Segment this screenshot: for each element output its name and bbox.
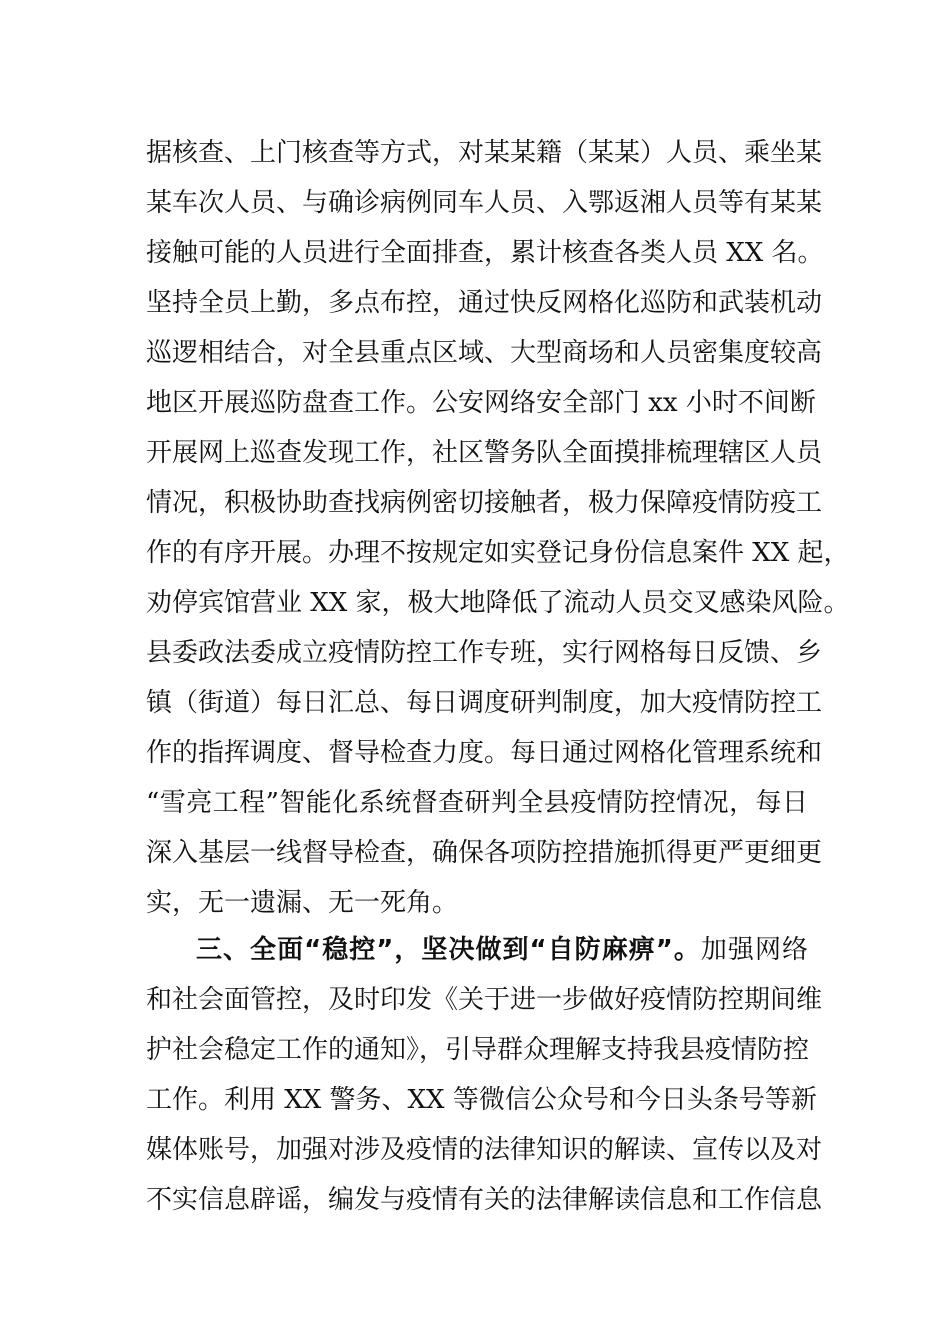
body-text-line: 深入基层一线督导检查，确保各项防控措施抓得更严更细更 <box>146 838 823 868</box>
body-text-line: 据核查、上门核查等方式，对某某籍（某某）人员、乘坐某 <box>146 138 823 168</box>
body-text-line: 巡逻相结合，对全县重点区域、大型商场和人员密集度较高 <box>146 338 823 368</box>
body-text-line: 地区开展巡防盘查工作。公安网络安全部门 xx 小时不间断 <box>146 388 816 418</box>
body-text-line: 情况，积极协助查找病例密切接触者，极力保障疫情防疫工 <box>146 488 823 518</box>
body-text-line: 接触可能的人员进行全面排查，累计核查各类人员 XX 名。 <box>146 238 824 268</box>
body-text-line: 护社会稳定工作的通知》，引导群众理解支持我县疫情防控 <box>146 1035 810 1065</box>
body-text-line: 实，无一遗漏、无一死角。 <box>146 888 459 918</box>
body-text-line: 某车次人员、与确诊病例同车人员、入鄂返湘人员等有某某 <box>146 188 823 218</box>
body-text-line: 作的有序开展。办理不按规定如实登记身份信息案件 XX 起， <box>146 538 850 568</box>
body-text-line: 坚持全员上勤，多点布控，通过快反网格化巡防和武装机动 <box>146 288 823 318</box>
body-text-line: 作的指挥调度、督导检查力度。每日通过网格化管理系统和 <box>146 738 823 768</box>
body-text-line: 和社会面管控，及时印发《关于进一步做好疫情防控期间维 <box>146 985 823 1015</box>
section-3-first-line <box>196 930 808 970</box>
body-text-line: 不实信息辟谣，编发与疫情有关的法律解读信息和工作信息 <box>146 1185 823 1215</box>
body-text-line: 工作。利用 XX 警务、XX 等微信公众号和今日头条号等新 <box>146 1085 817 1115</box>
section-3-first-line-text: 加强网络 <box>700 935 808 965</box>
body-text-line: 县委政法委成立疫情防控工作专班，实行网格每日反馈、乡 <box>146 638 823 668</box>
body-text-line: 媒体账号，加强对涉及疫情的法律知识的解读、宣传以及对 <box>146 1135 823 1165</box>
section-3-heading: 三、全面“稳控”，坚决做到“自防麻痹”。 <box>196 935 701 965</box>
body-text-line: 劝停宾馆营业 XX 家，极大地降低了流动人员交叉感染风险。 <box>146 588 850 618</box>
body-text-line: “雪亮工程”智能化系统督查研判全县疫情防控情况，每日 <box>146 788 808 818</box>
body-text-line: 开展网上巡查发现工作，社区警务队全面摸排梳理辖区人员 <box>146 438 823 468</box>
body-text-line: 镇（街道）每日汇总、每日调度研判制度，加大疫情防控工 <box>146 688 823 718</box>
